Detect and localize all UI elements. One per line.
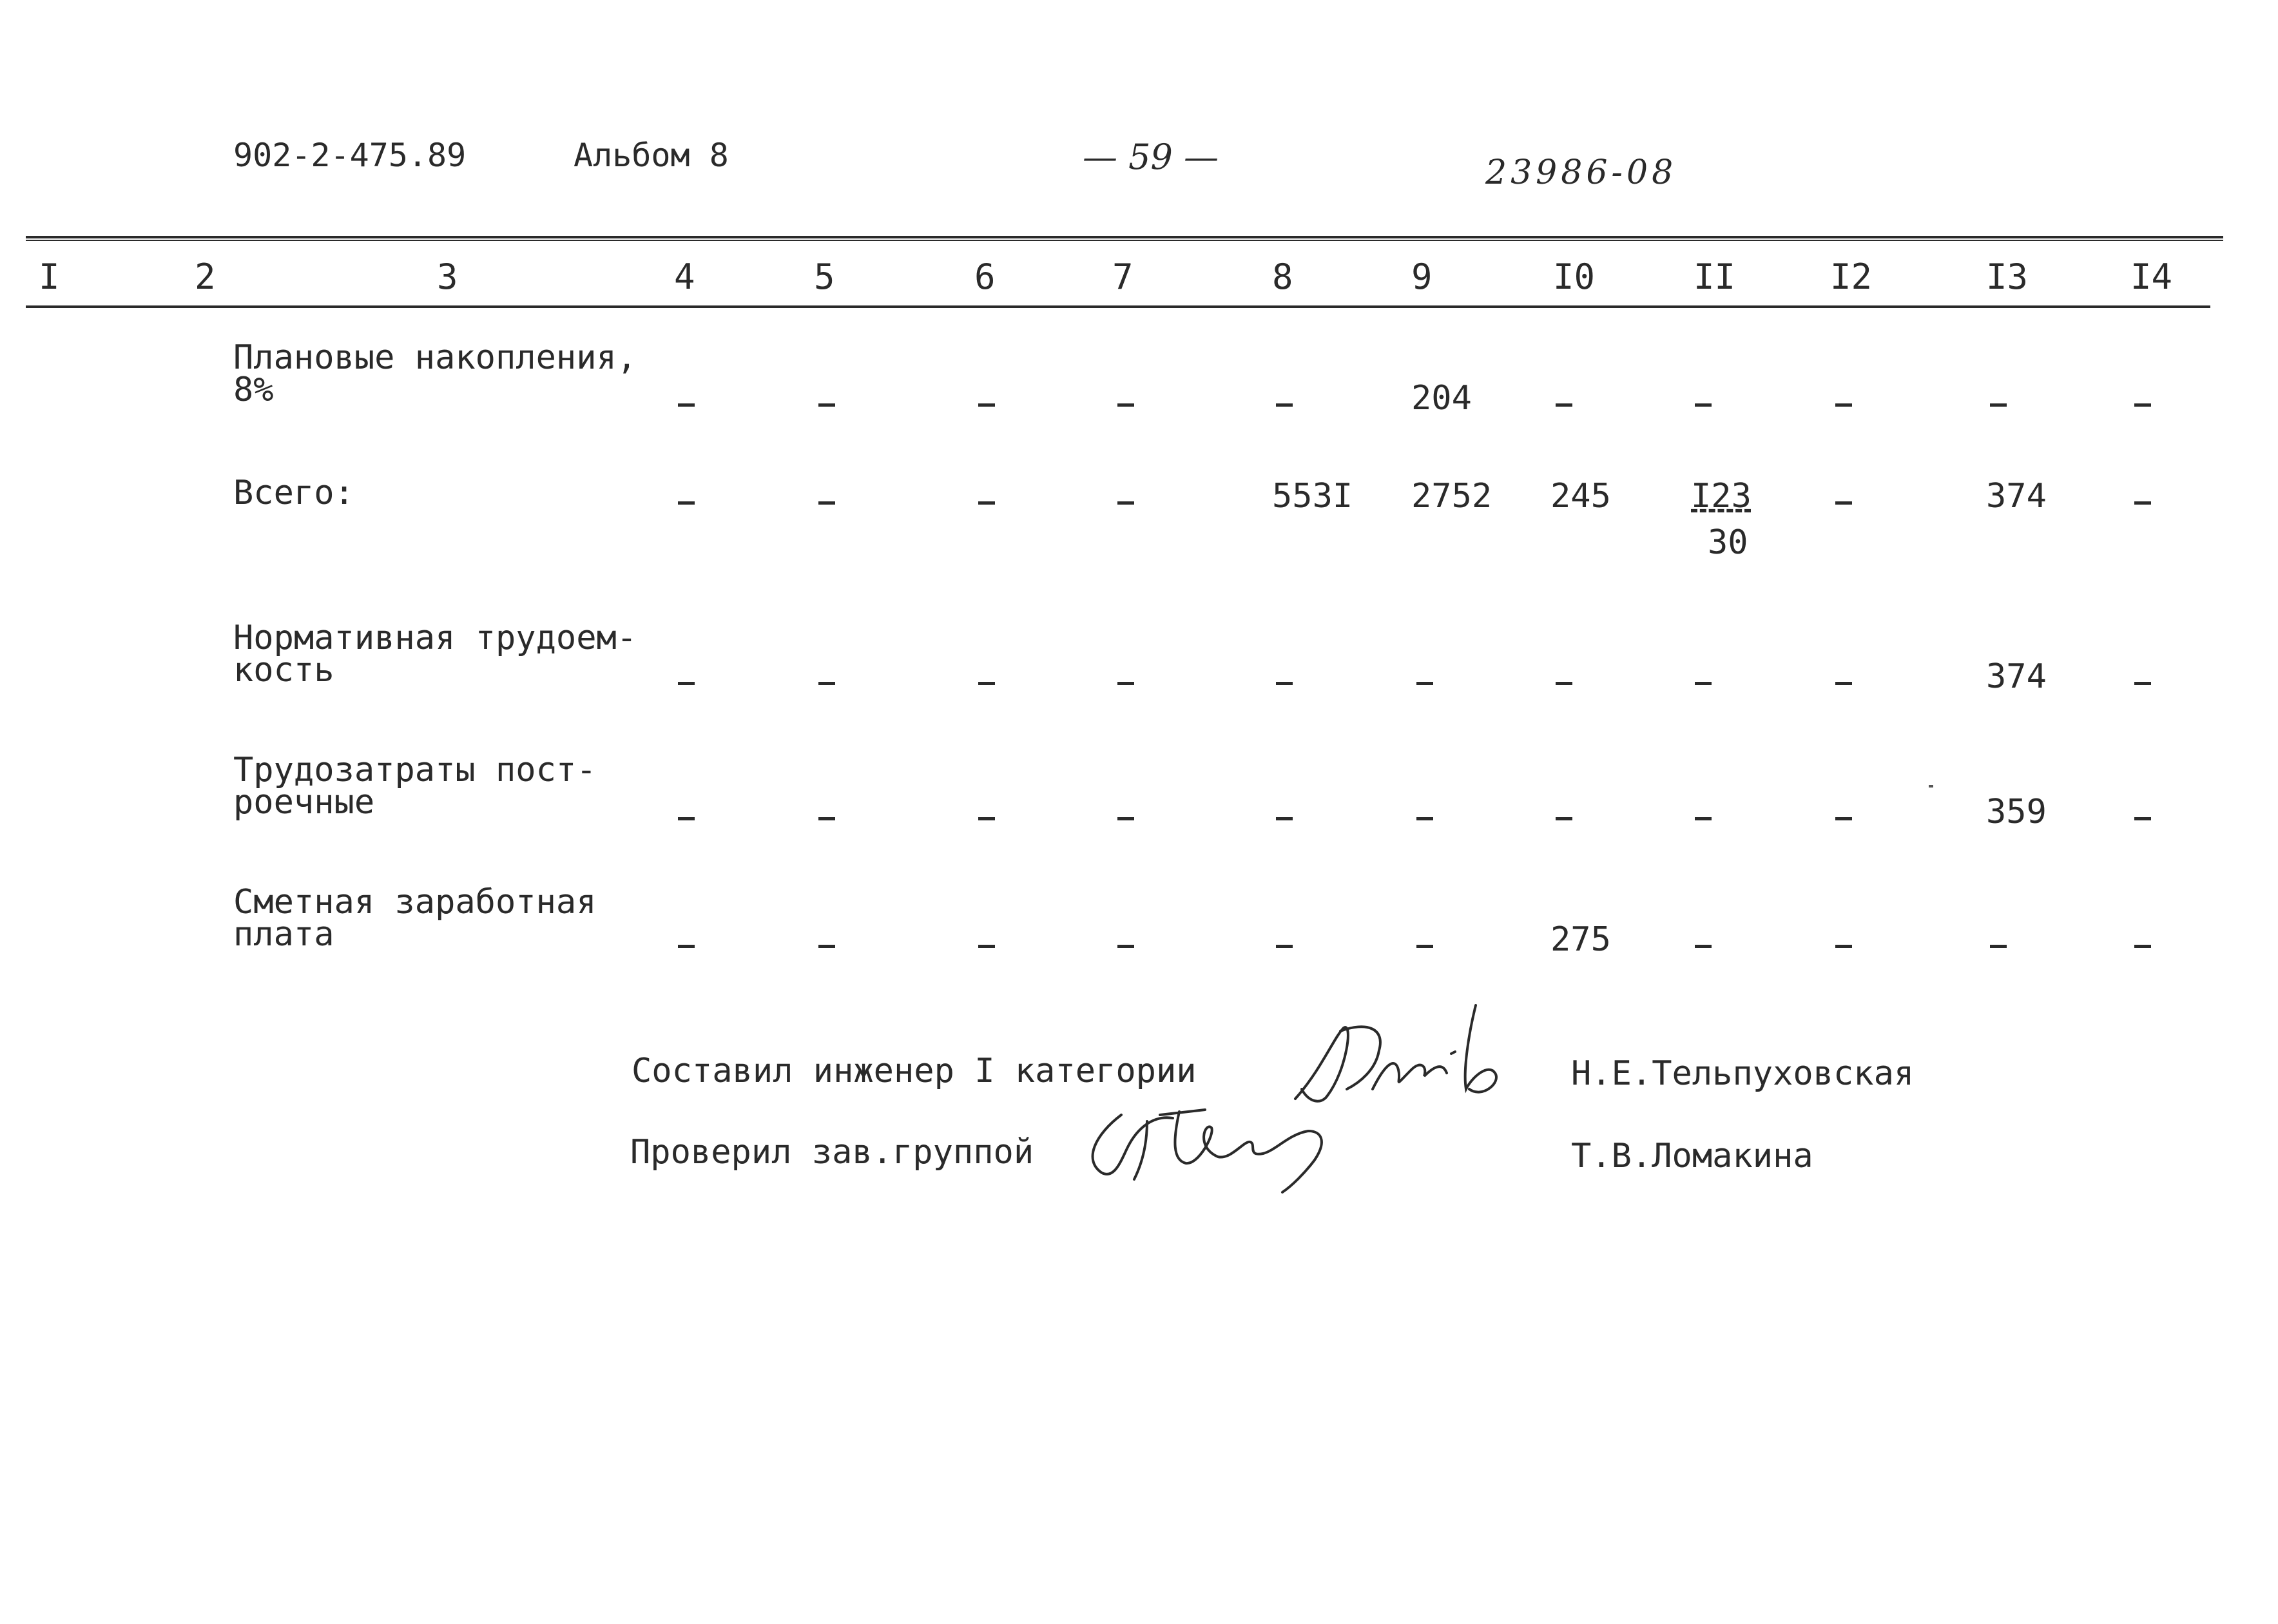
table-cell-dash xyxy=(1695,403,1712,407)
table-cell-dash xyxy=(1276,403,1293,407)
table-cell: I23 xyxy=(1691,477,1752,516)
row-label-line: кость xyxy=(233,651,334,690)
column-number-3: 3 xyxy=(437,256,458,297)
row-label xyxy=(233,474,354,512)
column-number-1: I xyxy=(39,256,60,297)
table-cell-dash xyxy=(1276,817,1293,820)
column-number-13: I3 xyxy=(1986,256,2029,297)
table-cell: 2752 xyxy=(1411,477,1492,516)
table-cell-dash xyxy=(1556,682,1572,685)
table-cell-dash xyxy=(1835,501,1852,505)
table-cell-dash xyxy=(1556,403,1572,407)
table-cell-subvalue: 30 xyxy=(1708,523,1748,562)
table-cell-dash xyxy=(2134,403,2151,407)
table-cell-dash xyxy=(1117,817,1134,820)
row-label-line: Сметная заработная xyxy=(233,883,597,922)
table-cell-dash xyxy=(1117,501,1134,505)
document-code: 902-2-475.89 xyxy=(233,137,467,174)
column-number-4: 4 xyxy=(674,256,695,297)
row-label xyxy=(233,619,637,690)
table-cell-dash xyxy=(818,682,835,685)
compiled-by-name: Н.Е.Тельпуховская xyxy=(1571,1054,1915,1093)
table-cell: 245 xyxy=(1550,477,1611,516)
column-number-9: 9 xyxy=(1411,256,1433,297)
album-label: Альбом 8 xyxy=(574,137,729,174)
table-cell-dash xyxy=(2134,682,2151,685)
table-cell-dash xyxy=(678,501,695,505)
table-cell-dash xyxy=(1416,817,1433,820)
table-cell-dash xyxy=(1416,945,1433,948)
table-cell-dash xyxy=(978,501,995,505)
table-cell-dash xyxy=(2134,945,2151,948)
column-number-10: I0 xyxy=(1553,256,1596,297)
stray-mark xyxy=(1929,785,1933,788)
table-cell-dash xyxy=(1117,403,1134,407)
row-label-line: роечные xyxy=(233,783,375,822)
row-label-line: Всего: xyxy=(233,474,354,512)
row-label-line: Нормативная трудоем- xyxy=(233,619,637,657)
table-cell-dash xyxy=(978,945,995,948)
table-cell-dash xyxy=(978,403,995,407)
signature-checker xyxy=(1076,1096,1347,1199)
column-number-7: 7 xyxy=(1112,256,1134,297)
table-cell-dash xyxy=(2134,817,2151,820)
page-number: — 59 — xyxy=(1083,137,1219,177)
table-cell-dash xyxy=(1556,817,1572,820)
table-cell-dash xyxy=(818,501,835,505)
row-label xyxy=(233,338,637,409)
column-number-14: I4 xyxy=(2130,256,2173,297)
table-cell-dash xyxy=(678,945,695,948)
table-cell-dash xyxy=(678,817,695,820)
table-cell-dash xyxy=(1117,945,1134,948)
column-number-6: 6 xyxy=(974,256,996,297)
table-top-rule-2 xyxy=(26,240,2223,241)
column-number-5: 5 xyxy=(814,256,835,297)
table-header-rule xyxy=(26,305,2210,308)
table-cell-dash xyxy=(818,945,835,948)
row-label-line: Плановые накопления, xyxy=(233,338,637,377)
table-cell-dash xyxy=(1835,682,1852,685)
table-cell-dash xyxy=(978,817,995,820)
table-cell-dash xyxy=(1117,682,1134,685)
table-cell: 359 xyxy=(1986,793,2047,831)
row-label xyxy=(233,751,597,822)
table-cell-dash xyxy=(1835,945,1852,948)
table-cell-dash xyxy=(978,682,995,685)
table-cell-dash xyxy=(678,682,695,685)
column-number-12: I2 xyxy=(1830,256,1873,297)
table-cell-dash xyxy=(1416,682,1433,685)
table-cell-dash xyxy=(1695,945,1712,948)
compiled-by-label: Составил инженер I категории xyxy=(632,1052,1197,1090)
table-cell-dash xyxy=(818,403,835,407)
table-cell: 275 xyxy=(1550,920,1611,959)
table-cell-dash xyxy=(1835,403,1852,407)
checked-by-label: Проверил зав.группой xyxy=(630,1133,1034,1172)
archive-number: 23986-08 xyxy=(1485,153,1677,192)
table-cell: 374 xyxy=(1986,657,2047,696)
table-top-rule xyxy=(26,236,2223,238)
row-label xyxy=(233,883,597,954)
table-cell-dash xyxy=(1276,945,1293,948)
column-number-8: 8 xyxy=(1272,256,1293,297)
table-cell-dash xyxy=(1990,945,2007,948)
table-cell-dash xyxy=(818,817,835,820)
column-number-2: 2 xyxy=(195,256,216,297)
table-cell-dash xyxy=(1990,403,2007,407)
table-cell-dash xyxy=(1695,682,1712,685)
column-number-11: II xyxy=(1694,256,1736,297)
checked-by-name: Т.В.Ломакина xyxy=(1571,1137,1813,1175)
row-label-line: 8% xyxy=(233,371,274,409)
table-cell: 553I xyxy=(1272,477,1353,516)
table-cell-dash xyxy=(1695,817,1712,820)
table-cell-dash xyxy=(678,403,695,407)
table-cell-dash xyxy=(1835,817,1852,820)
table-cell: 374 xyxy=(1986,477,2047,516)
row-label-line: Трудозатраты пост- xyxy=(233,751,597,789)
table-cell-dash xyxy=(2134,501,2151,505)
row-label-line: плата xyxy=(233,915,334,954)
table-cell: 204 xyxy=(1411,379,1472,418)
table-cell-dash xyxy=(1276,682,1293,685)
